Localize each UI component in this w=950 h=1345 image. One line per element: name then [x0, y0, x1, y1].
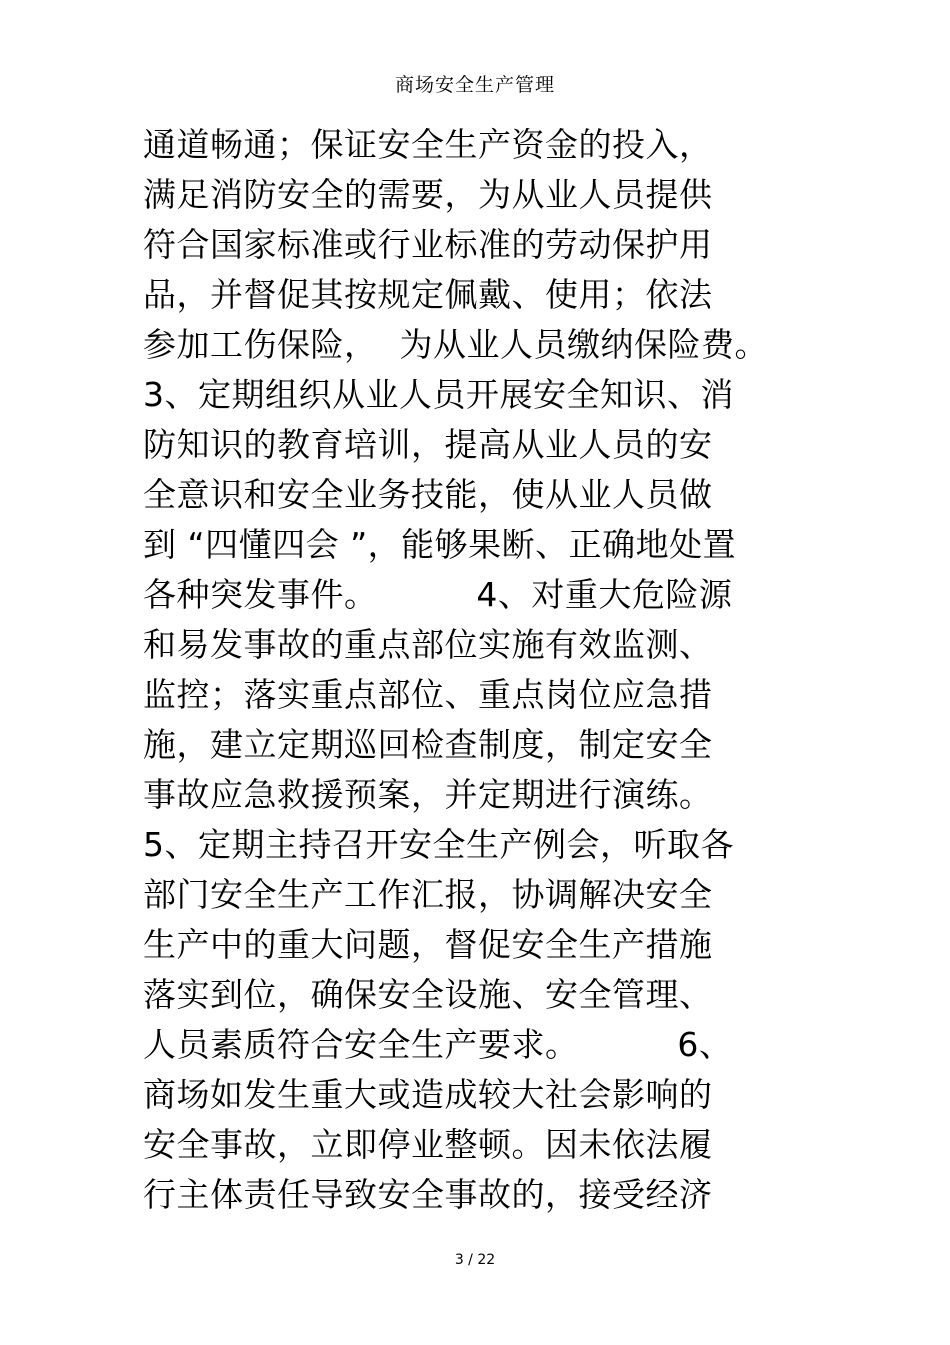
- text-line: 各种突发事件。 4、对重大危险源: [143, 575, 733, 614]
- text-line: 全意识和安全业务技能，使从业人员做: [143, 475, 713, 514]
- text-line: 安全事故，立即停业整顿。因未依法履: [143, 1125, 713, 1164]
- text-line: 通道畅通；保证安全生产资金的投入，: [143, 125, 713, 164]
- text-line: 施，建立定期巡回检查制度，制定安全: [143, 725, 713, 764]
- text-line: 生产中的重大问题，督促安全生产措施: [143, 925, 713, 964]
- text-line: 5、定期主持召开安全生产例会，听取各: [143, 825, 734, 864]
- text-line: 人员素质符合安全生产要求。 6、: [143, 1025, 733, 1064]
- text-line: 符合国家标准或行业标准的劳动保护用: [143, 225, 713, 264]
- text-line: 事故应急救援预案，并定期进行演练。: [143, 775, 713, 814]
- text-line: 满足消防安全的需要，为从业人员提供: [143, 175, 713, 214]
- text-line: 部门安全生产工作汇报，协调解决安全: [143, 875, 713, 914]
- text-line: 参加工伤保险， 为从业人员缴纳保险费。: [143, 325, 768, 364]
- text-line: 到 “四懂四会 ”，能够果断、正确地处置: [143, 525, 737, 564]
- text-line: 3、定期组织从业人员开展安全知识、消: [143, 375, 734, 414]
- text-line: 品，并督促其按规定佩戴、使用；依法: [143, 275, 713, 314]
- text-line: 防知识的教育培训，提高从业人员的安: [143, 425, 713, 464]
- page-header-title: 商场安全生产管理: [394, 74, 555, 96]
- body-text: [143, 120, 803, 1220]
- text-line: 行主体责任导致安全事故的，接受经济: [143, 1175, 713, 1214]
- text-line: 监控；落实重点部位、重点岗位应急措: [143, 675, 713, 714]
- text-line: 和易发事故的重点部位实施有效监测、: [143, 625, 713, 664]
- page-number: 3 / 22: [454, 1252, 496, 1268]
- text-line: 落实到位，确保安全设施、安全管理、: [143, 975, 713, 1014]
- text-line: 商场如发生重大或造成较大社会影响的: [143, 1075, 713, 1114]
